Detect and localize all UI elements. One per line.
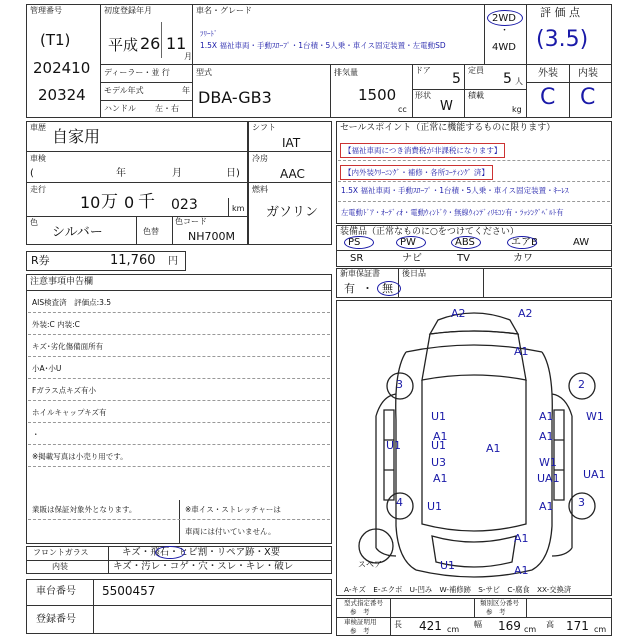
class-no-label: 類別区分番号	[480, 599, 519, 607]
color-code: NH700M	[188, 230, 235, 243]
equipment-item: カワ	[513, 253, 533, 264]
model-year-label: モデル年式	[104, 86, 144, 95]
height-unit: cm	[594, 625, 607, 634]
cert-sub: 参 考	[350, 627, 370, 635]
door-label: ドア	[415, 66, 431, 75]
dealer-label: ディーラー・並 行	[104, 68, 170, 77]
score-ext-label: 外装	[538, 68, 558, 79]
equipment-circle	[451, 236, 481, 249]
diagram-mark: A1	[514, 564, 529, 577]
height-value: 171	[566, 619, 589, 633]
first-reg-month: 11	[166, 34, 187, 53]
displacement-label: 排気量	[334, 68, 358, 77]
mileage-label: 走行	[30, 185, 46, 194]
inspection-year-unit: 年	[116, 168, 126, 179]
equipment-circle	[507, 236, 537, 249]
diagram-mark: A2	[451, 307, 466, 320]
after-label: 後日品	[402, 269, 426, 278]
glass-label: フロントガラス	[33, 548, 89, 557]
notes-line: 業販は保証対象外となります。	[32, 505, 137, 514]
handle-opts: 左・右	[155, 104, 179, 113]
color-label: 色	[30, 218, 38, 227]
width-label: 幅	[474, 620, 482, 629]
color-code-label: 色コード	[175, 217, 207, 226]
mileage-man-unit: 万	[101, 192, 118, 212]
diagram-mark: A1	[514, 532, 529, 545]
model-type-value: DBA-GB3	[198, 88, 272, 107]
load-unit: kg	[512, 105, 522, 114]
equipment-item: ABS	[455, 237, 475, 248]
notes-line: キズ･劣化傷備面所有	[32, 342, 104, 351]
diagram-mark: U1	[440, 559, 456, 572]
sales-line-2: 【内外装ｸﾘｰﾆﾝｸﾞ・補修・各所ｺｰﾃｨﾝｸﾞ 済】	[340, 165, 493, 180]
interior-items: キズ・汚レ・コゲ・穴・スレ・キレ・破レ	[113, 561, 294, 572]
cert-label: 車検証明用	[344, 618, 377, 626]
regno-label: 登録番号	[36, 614, 76, 625]
car-grade: 1.5X 福祉車両・手動ｽﾛｰﾌﾟ・1台積・5人乗・車イス固定装置・左電動SD	[200, 41, 446, 50]
capacity-label: 定員	[468, 66, 484, 75]
model-type-label: 型式	[196, 68, 212, 77]
sales-label: セールスポイント（正常に機能するものに限ります）	[340, 123, 556, 133]
spare-label: スペア	[358, 560, 382, 569]
chassis-label: 車台番号	[36, 586, 76, 597]
recycle-box	[26, 251, 186, 271]
inspection-month-unit: 月	[172, 168, 182, 179]
car-hood	[422, 331, 526, 380]
shift-label: シフト	[252, 123, 276, 132]
color-value: シルバー	[52, 225, 103, 240]
notes-line: ホイルキャップキズ有	[32, 408, 107, 417]
inspection-open: (	[30, 168, 34, 179]
aircon-value: AAC	[280, 167, 305, 181]
equipment-item: TV	[457, 253, 470, 264]
diagram-mark: UA1	[583, 468, 606, 481]
first-reg-era: 平成	[108, 36, 139, 54]
mileage-unit: km	[232, 204, 245, 213]
class-no-sub: 参 考	[486, 608, 506, 616]
warranty-dot: ・	[362, 282, 373, 295]
load-label: 積載	[468, 91, 484, 100]
side-right-windows	[554, 410, 564, 500]
after-box	[398, 268, 612, 298]
length-label: 長	[394, 620, 402, 629]
fuel-label: 燃料	[252, 185, 268, 194]
drive-4wd: 4WD	[492, 42, 516, 53]
sales-line-3: 1.5X 福祉車両・手動ｽﾛｰﾌﾟ・1台積・5人乗・車イス固定装置・ｷｰﾚｽ	[341, 186, 569, 195]
equipment-circle	[396, 236, 426, 249]
first-reg-month-unit: 月	[184, 52, 192, 61]
equipment-item: AW	[573, 237, 590, 248]
shift-value: IAT	[282, 136, 301, 150]
diagram-mark: U1	[386, 439, 402, 452]
width-value: 169	[498, 619, 521, 633]
first-reg-year: 26	[140, 34, 161, 53]
diagram-mark: W1	[539, 456, 557, 469]
notes-line: Fガラス点キズ有小	[32, 386, 96, 395]
diagram-mark: A1	[514, 345, 529, 358]
equipment-item: PW	[400, 237, 416, 248]
aircon-label: 冷房	[252, 154, 268, 163]
diagram-mark: A1	[433, 430, 448, 443]
mileage-sen-unit: 千	[138, 192, 155, 212]
equipment-item: PS	[348, 237, 361, 248]
score-int-label: 内装	[578, 68, 598, 79]
diagram-mark: A1	[433, 472, 448, 485]
recycle-label: R券	[31, 254, 50, 267]
diagram-mark: UA1	[537, 472, 560, 485]
displacement-value: 1500	[358, 86, 397, 104]
warranty-yes: 有	[344, 282, 355, 295]
car-diagram	[336, 300, 612, 596]
notes-line: 小A･小U	[32, 364, 62, 373]
diagram-mark: 2	[578, 378, 585, 391]
width-unit: cm	[524, 625, 537, 634]
car-label: 車名・グレード	[196, 6, 252, 15]
equipment-item: ナビ	[402, 253, 422, 264]
notes-line: ・	[32, 430, 40, 439]
diagram-mark: W1	[586, 410, 604, 423]
recycle-value: 11,760	[110, 253, 156, 268]
inspection-day-unit: 日)	[226, 168, 240, 179]
recycle-unit: 円	[168, 256, 178, 267]
usage-label: 車歴	[30, 123, 46, 132]
drive-dot: ・	[500, 26, 510, 36]
score-int: C	[580, 85, 596, 110]
mgmt-label: 管理番号	[30, 6, 62, 15]
length-unit: cm	[447, 625, 460, 634]
diagram-mark: U1	[431, 410, 447, 423]
diagram-mark: 4	[396, 496, 403, 509]
notes-line: ※掲載写真は小売り用です。	[32, 452, 128, 461]
diagram-mark: A2	[518, 307, 533, 320]
diagram-mark: A1	[539, 430, 554, 443]
car-name: ﾌﾘｰﾄﾞ	[200, 30, 218, 38]
mileage-sen: 0	[124, 193, 135, 212]
mgmt-code1: (T1)	[40, 31, 71, 49]
diagram-mark: 3	[578, 496, 585, 509]
score-label: 評 価 点	[540, 6, 580, 19]
drive-2wd: 2WD	[492, 13, 516, 24]
diagram-mark: U1	[431, 439, 447, 452]
type-no-sub: 参 考	[350, 608, 370, 616]
notes-label: 注意事項申告欄	[30, 277, 94, 287]
warranty-no: 無	[382, 282, 393, 295]
glass-items: キズ・飛石・ヒビ割・リペア跡・X要	[122, 547, 281, 558]
sales-line-1: 【福祉車両につき消費税が非課税になります】	[340, 143, 505, 158]
diagram-mark: A1	[486, 442, 501, 455]
notes-line: 外装:C 内装:C	[32, 320, 80, 329]
capacity-value: 5	[503, 71, 512, 87]
legend: A-キズ E-エクボ U-凹み W-補修跡 S-サビ C-腐食 XX-交換済	[344, 585, 572, 594]
mileage-rest: 023	[171, 197, 198, 213]
score-ext: C	[540, 85, 556, 110]
color-swap-label: 色替	[143, 227, 159, 236]
equipment-item: SR	[350, 253, 364, 264]
diagram-mark: A1	[539, 410, 554, 423]
score-value: (3.5)	[536, 27, 589, 52]
sales-line-4: 左電動ﾄﾞｱ・ｵｰﾃﾞｨｵ・電動ｳｨﾝﾄﾞｳ・無線ｳｨﾝﾃﾞｨﾘﾓｺﾝ有・ﾗｯｼﾝｸﾞﾍﾞﾙﾄ有	[341, 208, 564, 217]
first-reg-label: 初度登録年月	[104, 6, 152, 15]
mgmt-code3: 20324	[38, 86, 86, 104]
inspection-label: 車検	[30, 154, 46, 163]
interior-label: 内装	[52, 562, 68, 571]
notes-line: AIS検査済 評価点:3.5	[32, 298, 112, 307]
shape-label: 形状	[415, 91, 431, 100]
model-year-unit: 年	[182, 86, 190, 95]
equipment-item: エアB	[511, 237, 538, 248]
side-left-windows	[384, 410, 394, 500]
warranty-label: 新車保証書	[340, 269, 380, 278]
shape-value: W	[440, 99, 453, 114]
chassis-value: 5500457	[102, 584, 156, 598]
notes-line: 車両には付いていません。	[185, 527, 276, 536]
equipment-label: 装備品（正常なものに○をつけてください）	[340, 227, 519, 237]
displacement-unit: cc	[398, 105, 407, 114]
diagram-mark: A1	[539, 500, 554, 513]
length-value: 421	[419, 619, 442, 633]
mileage-man: 10	[80, 193, 101, 212]
handle-label: ハンドル	[104, 104, 136, 113]
diagram-mark: 3	[396, 378, 403, 391]
door-value: 5	[452, 71, 461, 87]
usage-value: 自家用	[52, 127, 101, 146]
type-no-label: 型式指定番号	[344, 599, 383, 607]
fuel-value: ガソリン	[266, 205, 319, 220]
mgmt-code2: 202410	[33, 59, 91, 77]
notes-line: ※車イス・ストレッチャーは	[185, 505, 281, 514]
diagram-mark: U1	[427, 500, 443, 513]
height-label: 高	[546, 620, 554, 629]
capacity-unit: 人	[515, 77, 523, 86]
diagram-mark: U3	[431, 456, 447, 469]
equipment-circle	[344, 236, 374, 249]
